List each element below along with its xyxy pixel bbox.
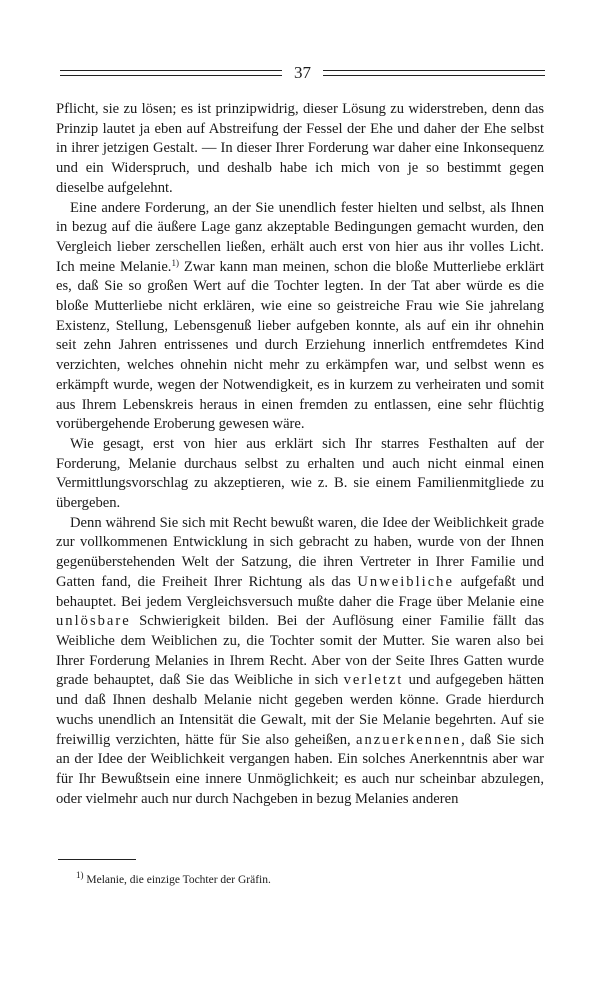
emphasis-unweibliche: Unweibliche: [357, 573, 454, 590]
paragraph-2-text-a: Eine andere Forderung, an der Sie unendlich fester hielten und selbst, als Ihnen in bezug auf die äußere Lage ganz akzeptable Bedingungen gemacht wurden, den Vergleich lieber zerschellen ließen, erhält auch erst von hier aus ihr volles Licht. Ich meine Melanie.: [56, 199, 544, 275]
header-rule-left: [60, 70, 282, 76]
header-rule-right: [323, 70, 545, 76]
footnote-marker: 1): [76, 870, 84, 880]
paragraph-1: Pflicht, sie zu lösen; es ist prinzipwidrig, dieser Lösung zu widerstreben, denn das Prinzip lautet ja eben auf Abstreifung der Fessel der Ehe und daher der Ehe selbst in ihrer jetzigen Gestalt. — In dieser Ihrer Forderung war daher eine Inkonsequenz und ein Widerspruch, und deshalb habe ich mich von je so bestimmt gegen dieselbe aufgelehnt.: [56, 101, 544, 196]
paragraph-4-text-c: Schwierigkeit bilden. Bei der Auflösung einer Familie fällt das Weibliche dem Weiblichen zu, die Tochter somit der Mutter. Sie waren also bei Ihrer Forderung Melanies in Ihrem Recht. Aber von der Seite Ihres Gatten wurde grade behauptet, daß Sie das Weibliche in sich: [56, 613, 544, 689]
paragraph-4-text-d: und aufgegeben hätten und daß Ihnen deshalb Melanie nicht gegeben werden könne. Grade hierdurch wuchs unendlich an Intensität die Gewalt, mit der Sie Melanie begehrten. Auf sie freiwillig verzichten, hätte für Sie also geheißen,: [56, 672, 544, 748]
paragraph-2-text-b: Zwar kann man meinen, schon die bloße Mutterliebe erklärt es, daß Sie so großen Wert auf die Tochter legten. In der Tat aber würde es die bloße Mutterliebe nicht erklären, wie eine so geistreiche Frau wie Sie jahrelang Existenz, Stellung, Lebensgenuß lieber aufgeben konnte, als auf ein ihr ohnehin seit zehn Jahren entrissenes und durch Erziehung innerlich entfremdetes Kind verzichten, welches ohnehin nicht mehr zu erkämpfen war, und selbst wenn es erkämpft wurde, wegen der Notwendigkeit, es in kurzem zu verheiraten und somit aus Ihrem Lebenskreis heraus in einen fremden zu entlassen, eine sehr flüchtig vorübergehende Eroberung gewesen wäre.: [56, 258, 544, 433]
emphasis-verletzt: verletzt: [343, 672, 404, 689]
paragraph-2: [56, 199, 544, 435]
paragraph-4-text-b: aufgefaßt und behauptet. Bei jedem Vergleichsversuch mußte daher die Frage über Melanie eine: [56, 573, 544, 610]
body-text: [56, 100, 544, 809]
footnote: [76, 870, 544, 887]
page-number: 37: [294, 63, 311, 82]
paragraph-3: Wie gesagt, erst von hier aus erklärt sich Ihr starres Festhalten auf der Forderung, Melanie durchaus selbst zu erhalten und auch nicht einmal einen Vermittlungsvorschlag zu akzeptieren, wie z. B. sie einem Familienmitgliede zu übergeben.: [56, 435, 544, 512]
page-header: [60, 62, 545, 84]
paragraph-4: [56, 514, 544, 810]
emphasis-anzuerkennen: anzuerkennen: [356, 731, 462, 748]
footnote-text: Melanie, die einzige Tochter der Gräfin.: [83, 874, 271, 886]
paragraph-4-text-e: , daß Sie sich an der Idee der Weiblichkeit vergangen haben. Ein solches Anerkenntnis aber war für Ihr Bewußtsein eine innere Unmöglichkeit; es auch nur scheinbar abzulegen, oder vielmehr auch nur durch Nachgeben in bezug Melanies anderen: [56, 731, 544, 807]
footnote-divider: [58, 859, 136, 860]
emphasis-unloesbare: unlösbare: [56, 613, 131, 630]
footnote-reference[interactable]: 1): [171, 257, 179, 268]
paragraph-4-text-a: Denn während Sie sich mit Recht bewußt waren, die Idee der Weiblichkeit grade zur vollkommenen Entwicklung in sich gebracht zu haben, wurde von der Ihnen gegenüberstehenden Welt der Satzung, die ihren Vertreter in Ihrer Familie und Gatten fand, die Freiheit Ihrer Richtung als das: [56, 514, 544, 590]
